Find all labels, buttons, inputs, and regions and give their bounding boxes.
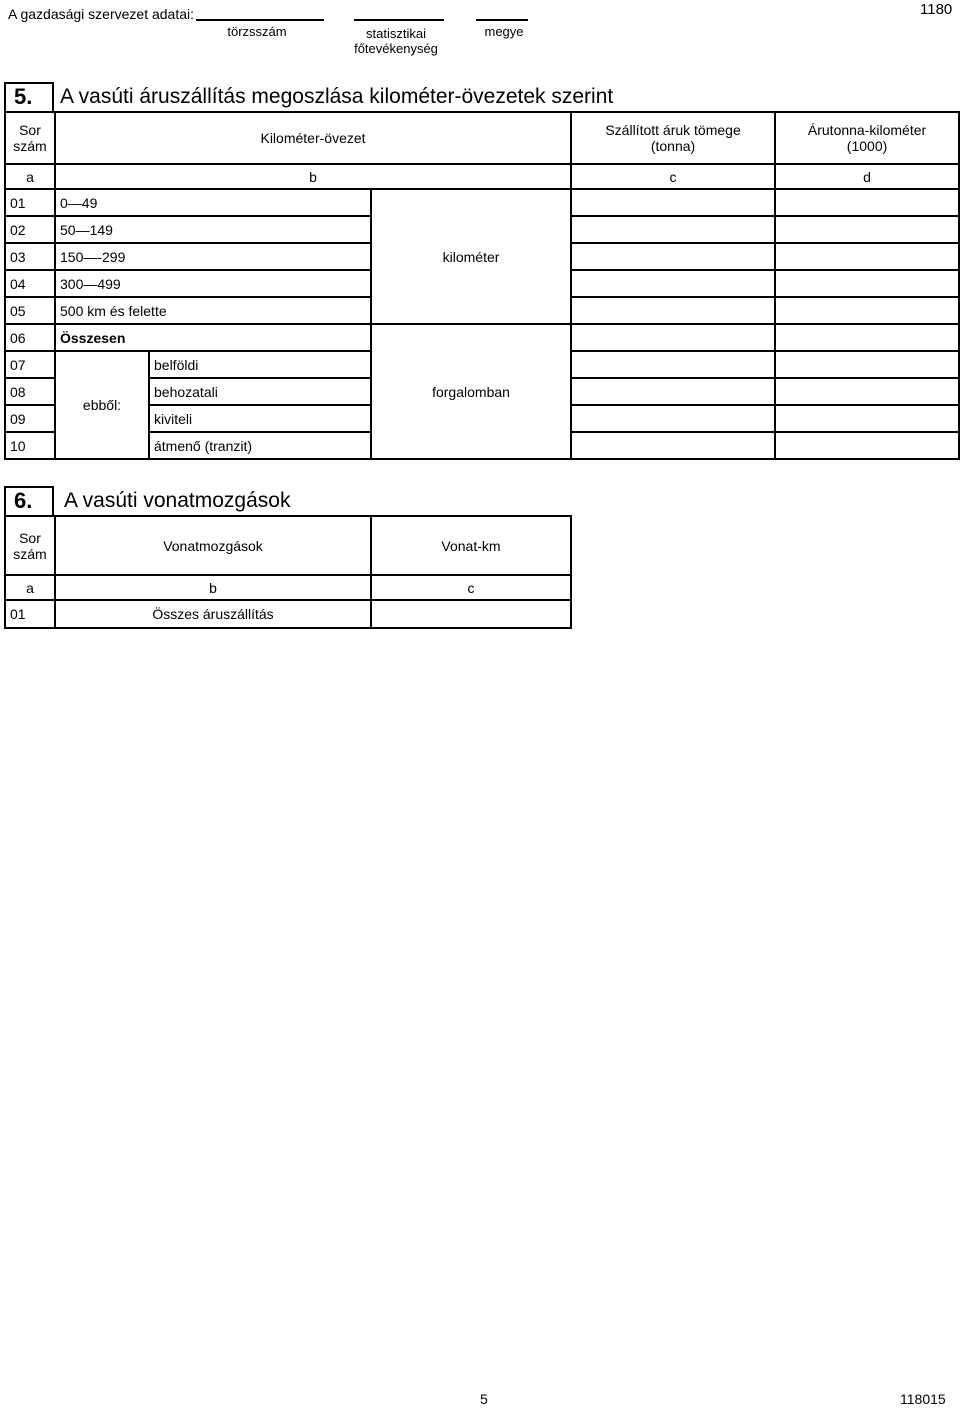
statisztikai-label: statisztikai főtevékenység [354, 26, 438, 56]
section5-table [4, 111, 960, 460]
row-number: 08 [5, 378, 55, 405]
tkm-input-cell[interactable] [775, 351, 959, 378]
col-letter-b: b [55, 164, 571, 189]
col-header-row-no: Sor szám [5, 516, 55, 575]
section6-title: A vasúti vonatmozgások [64, 489, 291, 512]
col-letter-d: d [775, 164, 959, 189]
row-number: 07 [5, 351, 55, 378]
row-number: 01 [5, 600, 55, 628]
tkm-input-cell[interactable] [775, 405, 959, 432]
row-number: 02 [5, 216, 55, 243]
row-number: 03 [5, 243, 55, 270]
tkm-input-cell[interactable] [775, 297, 959, 324]
table-row [5, 600, 571, 628]
table-row [5, 324, 959, 351]
tons-input-cell[interactable] [571, 189, 775, 216]
col-header-tons: Szállított áruk tömege (tonna) [571, 112, 775, 164]
section6-letter-row [5, 575, 571, 600]
row-number: 09 [5, 405, 55, 432]
section5-number: 5. [4, 82, 54, 113]
unit-forgalomban: forgalomban [371, 324, 571, 459]
tkm-input-cell[interactable] [775, 378, 959, 405]
movement-label: Összes áruszállítás [55, 600, 371, 628]
col-letter-a: a [5, 575, 55, 600]
col-letter-c: c [371, 575, 571, 600]
tons-input-cell[interactable] [571, 243, 775, 270]
col-letter-c: c [571, 164, 775, 189]
tons-input-cell[interactable] [571, 405, 775, 432]
col-header-zone: Kilométer-övezet [55, 112, 571, 164]
page-number: 5 [480, 1391, 488, 1407]
table-row [5, 189, 959, 216]
section6-number: 6. [4, 486, 54, 517]
col-letter-a: a [5, 164, 55, 189]
row-number: 01 [5, 189, 55, 216]
tons-input-cell[interactable] [571, 216, 775, 243]
col-header-movement: Vonatmozgások [55, 516, 371, 575]
ebbol-label: ebből: [55, 351, 149, 459]
traffic-type-label: belföldi [149, 351, 371, 378]
tons-input-cell[interactable] [571, 270, 775, 297]
zone-label: 0—49 [55, 189, 371, 216]
doc-code: 118015 [900, 1391, 946, 1407]
tons-input-cell[interactable] [571, 324, 775, 351]
zone-label: 300—499 [55, 270, 371, 297]
megye-field-line [476, 19, 528, 21]
row-number: 04 [5, 270, 55, 297]
row-number: 10 [5, 432, 55, 459]
form-code: 1180 [920, 1, 953, 18]
train-km-input-cell[interactable] [371, 600, 571, 628]
total-label: Összesen [55, 324, 371, 351]
tons-input-cell[interactable] [571, 297, 775, 324]
tkm-input-cell[interactable] [775, 216, 959, 243]
zone-label: 50—149 [55, 216, 371, 243]
zone-label: 500 km és felette [55, 297, 371, 324]
row-number: 05 [5, 297, 55, 324]
megye-label: megye [484, 24, 524, 39]
torzsszam-field-line [196, 19, 324, 21]
col-header-row-no: Sor szám [5, 112, 55, 164]
tkm-input-cell[interactable] [775, 189, 959, 216]
traffic-type-label: behozatali [149, 378, 371, 405]
statisztikai-field-line [354, 19, 444, 21]
col-header-tkm: Árutonna-kilométer (1000) [775, 112, 959, 164]
traffic-type-label: átmenő (tranzit) [149, 432, 371, 459]
torzsszam-label: törzsszám [227, 24, 287, 39]
traffic-type-label: kiviteli [149, 405, 371, 432]
org-label: A gazdasági szervezet adatai: [8, 6, 195, 22]
section6-header-row [5, 516, 571, 575]
section6-table [4, 515, 572, 629]
tons-input-cell[interactable] [571, 432, 775, 459]
tkm-input-cell[interactable] [775, 270, 959, 297]
tkm-input-cell[interactable] [775, 243, 959, 270]
unit-kilometer: kilométer [371, 189, 571, 324]
tkm-input-cell[interactable] [775, 432, 959, 459]
zone-label: 150—-299 [55, 243, 371, 270]
col-letter-b: b [55, 575, 371, 600]
section5-letter-row [5, 164, 959, 189]
section5-title: A vasúti áruszállítás megoszlása kilométer-övezetek szerint [60, 85, 614, 108]
section5-header-row [5, 112, 959, 164]
col-header-train-km: Vonat-km [371, 516, 571, 575]
row-number: 06 [5, 324, 55, 351]
tons-input-cell[interactable] [571, 378, 775, 405]
tkm-input-cell[interactable] [775, 324, 959, 351]
tons-input-cell[interactable] [571, 351, 775, 378]
